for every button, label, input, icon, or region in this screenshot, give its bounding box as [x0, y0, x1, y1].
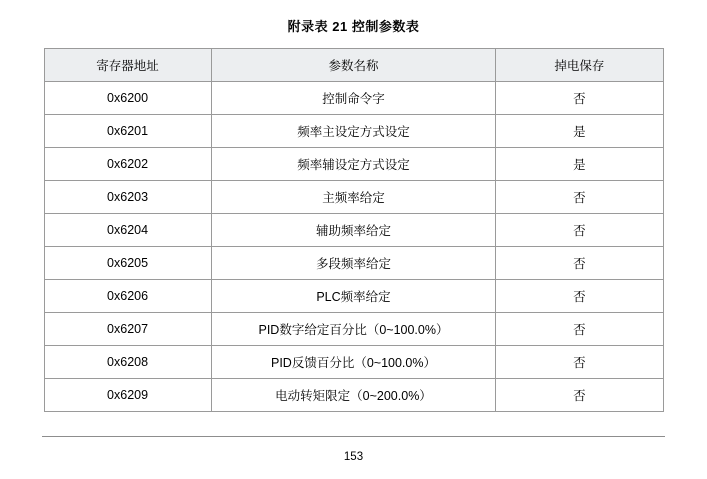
cell-name: PID反馈百分比（0~100.0%） — [211, 346, 496, 379]
table-row — [44, 247, 663, 280]
column-header-address: 寄存器地址 — [44, 49, 211, 82]
table-row — [44, 379, 663, 412]
cell-name: 电动转矩限定（0~200.0%） — [211, 379, 496, 412]
cell-save: 否 — [496, 346, 663, 379]
cell-name: 频率主设定方式设定 — [211, 115, 496, 148]
control-parameter-table — [44, 48, 664, 412]
document-page — [0, 16, 707, 479]
cell-name: PLC频率给定 — [211, 280, 496, 313]
cell-save: 是 — [496, 115, 663, 148]
column-header-name: 参数名称 — [211, 49, 496, 82]
page-title: 附录表 21 控制参数表 — [287, 19, 420, 34]
cell-address: 0x6202 — [44, 148, 211, 181]
cell-save: 否 — [496, 247, 663, 280]
cell-address: 0x6201 — [44, 115, 211, 148]
table-row — [44, 214, 663, 247]
cell-address: 0x6204 — [44, 214, 211, 247]
table-row — [44, 148, 663, 181]
control-parameter-table-container — [44, 48, 664, 412]
cell-name: 频率辅设定方式设定 — [211, 148, 496, 181]
table-row — [44, 346, 663, 379]
table-row — [44, 280, 663, 313]
table-row — [44, 115, 663, 148]
table-header-row — [44, 49, 663, 82]
cell-save: 否 — [496, 214, 663, 247]
cell-address: 0x6200 — [44, 82, 211, 115]
column-header-save: 掉电保存 — [496, 49, 663, 82]
cell-save: 否 — [496, 280, 663, 313]
cell-save: 是 — [496, 148, 663, 181]
table-row — [44, 82, 663, 115]
cell-address: 0x6205 — [44, 247, 211, 280]
page-number: 153 — [343, 451, 364, 463]
cell-address: 0x6208 — [44, 346, 211, 379]
cell-address: 0x6206 — [44, 280, 211, 313]
table-header — [44, 49, 663, 82]
cell-save: 否 — [496, 82, 663, 115]
table-row — [44, 181, 663, 214]
cell-name: 控制命令字 — [211, 82, 496, 115]
cell-address: 0x6207 — [44, 313, 211, 346]
table-row — [44, 313, 663, 346]
cell-save: 否 — [496, 379, 663, 412]
cell-name: 多段频率给定 — [211, 247, 496, 280]
cell-name: 辅助频率给定 — [211, 214, 496, 247]
cell-address: 0x6203 — [44, 181, 211, 214]
cell-address: 0x6209 — [44, 379, 211, 412]
cell-name: 主频率给定 — [211, 181, 496, 214]
footer-divider — [42, 436, 665, 437]
cell-save: 否 — [496, 313, 663, 346]
cell-save: 否 — [496, 181, 663, 214]
table-body — [44, 82, 663, 412]
cell-name: PID数字给定百分比（0~100.0%） — [211, 313, 496, 346]
